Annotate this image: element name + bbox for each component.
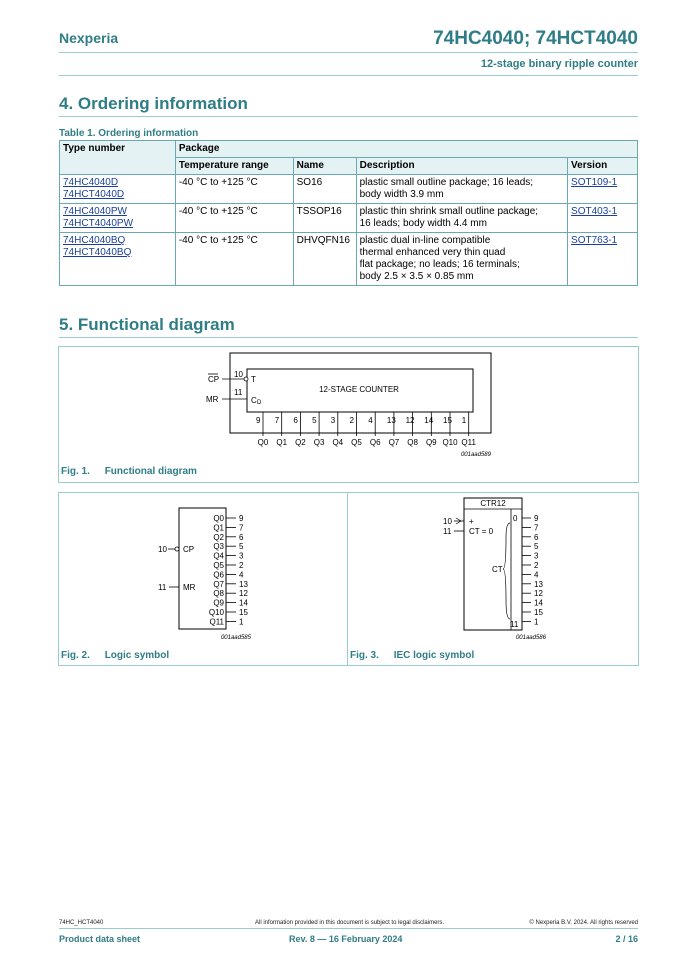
eleven-label: 11 xyxy=(510,620,519,629)
version-link[interactable]: SOT109-1 xyxy=(571,177,618,188)
pin-number: 7 xyxy=(274,416,280,425)
table-row xyxy=(60,233,638,286)
pin-number: 7 xyxy=(239,523,244,533)
table-row xyxy=(60,204,638,233)
pin-number: 6 xyxy=(293,416,298,425)
figure-code: 001aad589 xyxy=(460,452,491,458)
pin-number: 13 xyxy=(534,579,543,589)
cd-label: C xyxy=(251,396,257,405)
pin-number: 4 xyxy=(239,570,244,580)
footer-divider xyxy=(59,928,638,929)
footer-disclaimer: All information provided in this document is subject to legal disclaimers. xyxy=(255,920,445,926)
output-label: Q3 xyxy=(313,438,325,447)
pin-number: 13 xyxy=(239,579,248,589)
pin-number: 2 xyxy=(534,561,539,570)
pin-number: 15 xyxy=(443,416,452,425)
ct0-label: CT = 0 xyxy=(469,527,494,536)
pin-number: 2 xyxy=(349,416,354,425)
plus-label: + xyxy=(469,517,474,526)
pin-number: 9 xyxy=(239,514,244,523)
type-link[interactable]: 74HCT4040PW xyxy=(63,218,134,229)
pin-number: 15 xyxy=(534,608,543,617)
counter-label: 12-STAGE COUNTER xyxy=(319,385,399,394)
temp-cell: -40 °C to +125 °C xyxy=(175,233,293,286)
figure-1-box xyxy=(58,346,639,483)
temp-cell: -40 °C to +125 °C xyxy=(175,204,293,233)
desc-line: plastic thin shrink small outline package; xyxy=(359,206,539,217)
document-subtitle: 12-stage binary ripple counter xyxy=(480,58,638,70)
pin-number: 1 xyxy=(239,617,244,627)
version-link[interactable]: SOT763-1 xyxy=(571,235,618,246)
type-link[interactable]: 74HC4040BQ xyxy=(63,235,126,246)
output-label: Q10 xyxy=(208,608,224,617)
section-ordering-title: 4. Ordering information xyxy=(59,94,248,113)
pin-number: 4 xyxy=(534,570,539,580)
cd-subscript: D xyxy=(257,400,262,406)
functional-diagram xyxy=(59,347,638,482)
pin-number: 14 xyxy=(424,416,434,425)
pin-number: 3 xyxy=(239,551,244,561)
output-label: Q2 xyxy=(295,438,306,447)
figure-title: Logic symbol xyxy=(104,650,170,661)
output-label: Q5 xyxy=(351,438,362,447)
footer-copyright: © Nexperia B.V. 2024. All rights reserved xyxy=(529,920,638,926)
output-label: Q5 xyxy=(213,561,224,570)
cp-pin: 10 xyxy=(234,370,243,379)
figure-3-caption xyxy=(350,650,474,661)
company-name: Nexperia xyxy=(59,30,119,46)
temp-cell: -40 °C to +125 °C xyxy=(175,175,293,204)
pin-number: 5 xyxy=(239,542,244,552)
t-label: T xyxy=(251,375,256,384)
name-cell: SO16 xyxy=(293,175,356,204)
type-link[interactable]: 74HC4040D xyxy=(63,177,119,188)
pin-number: 12 xyxy=(534,589,543,599)
inversion-bubble xyxy=(244,377,248,381)
pin-number: 12 xyxy=(405,416,415,425)
header-divider xyxy=(59,52,638,53)
ct-label: CT xyxy=(492,565,503,574)
section-divider xyxy=(59,337,638,338)
pin-number: 1 xyxy=(534,617,539,627)
pin-number: 14 xyxy=(239,598,248,608)
th-package: Package xyxy=(175,141,637,158)
mr-label: MR xyxy=(206,395,219,404)
output-group xyxy=(209,514,249,626)
pin-number: 12 xyxy=(239,589,248,599)
desc-line: body 2.5 × 3.5 × 0.85 mm xyxy=(359,271,474,282)
footer-doc-id: 74HC_HCT4040 xyxy=(59,920,104,926)
input-pin: 10 xyxy=(443,517,452,526)
inversion-bubble xyxy=(175,547,179,551)
footer-revision: Rev. 8 — 16 February 2024 xyxy=(289,934,403,944)
output-label: Q4 xyxy=(213,551,224,561)
th-type-number: Type number xyxy=(60,141,176,175)
output-label: Q0 xyxy=(213,514,224,523)
cp-label: CP xyxy=(208,375,220,384)
output-label: Q8 xyxy=(213,589,224,599)
pin-number: 4 xyxy=(368,416,373,425)
output-label: Q11 xyxy=(209,617,224,627)
table-caption: Table 1. Ordering information xyxy=(59,128,199,139)
output-group xyxy=(522,514,543,626)
brace-icon xyxy=(503,523,510,619)
th-temperature: Temperature range xyxy=(175,158,293,175)
pin-number: 15 xyxy=(239,608,248,617)
figure-2-box xyxy=(58,492,349,666)
output-label: Q1 xyxy=(276,438,288,447)
logic-symbol xyxy=(59,493,348,665)
output-label: Q7 xyxy=(213,579,224,589)
desc-line: plastic small outline package; 16 leads; xyxy=(359,177,534,188)
figure-title: IEC logic symbol xyxy=(393,650,475,661)
output-label: Q1 xyxy=(213,523,224,533)
pin-number: 1 xyxy=(461,416,467,425)
pin-number: 13 xyxy=(386,416,396,425)
th-version: Version xyxy=(568,158,638,175)
th-description: Description xyxy=(356,158,567,175)
footer-doc-type: Product data sheet xyxy=(59,934,141,944)
ctr-title: CTR12 xyxy=(480,499,506,508)
desc-line: 16 leads; body width 4.4 mm xyxy=(359,218,487,229)
pin-number: 3 xyxy=(534,551,539,561)
output-group xyxy=(256,412,477,447)
type-link[interactable]: 74HCT4040D xyxy=(63,189,125,200)
pin-number: 6 xyxy=(239,532,244,542)
pin-number: 2 xyxy=(239,561,244,570)
desc-line: flat package; no leads; 16 terminals; xyxy=(359,259,520,270)
type-link[interactable]: 74HCT4040BQ xyxy=(63,247,132,258)
input-pin: 11 xyxy=(443,527,452,536)
version-link[interactable]: SOT403-1 xyxy=(571,206,618,217)
th-name: Name xyxy=(293,158,356,175)
mr-pin: 11 xyxy=(158,583,167,592)
desc-line: plastic dual in-line compatible xyxy=(359,235,491,246)
section-functional-title: 5. Functional diagram xyxy=(59,315,235,334)
figure-3-box xyxy=(347,492,639,666)
output-label: Q9 xyxy=(213,598,224,608)
pin-number: 5 xyxy=(534,542,539,552)
name-cell: DHVQFN16 xyxy=(293,233,356,286)
desc-line: body width 3.9 mm xyxy=(359,189,444,200)
pin-number: 3 xyxy=(330,416,336,425)
output-label: Q6 xyxy=(369,438,381,447)
cp-pin: 10 xyxy=(158,545,167,554)
table-row xyxy=(60,175,638,204)
zero-label: 0 xyxy=(513,514,518,523)
cp-label: CP xyxy=(183,545,195,554)
name-cell: TSSOP16 xyxy=(293,204,356,233)
pin-number: 14 xyxy=(534,598,543,608)
pin-number: 9 xyxy=(256,416,261,425)
output-label: Q9 xyxy=(425,438,437,447)
figure-1-caption xyxy=(61,466,197,477)
document-title: 74HC4040; 74HCT4040 xyxy=(433,28,638,49)
output-label: Q3 xyxy=(213,542,224,552)
pin-number: 9 xyxy=(534,514,539,523)
iec-logic-symbol xyxy=(348,493,638,665)
figure-2-caption xyxy=(61,650,169,661)
page-number: 2 / 16 xyxy=(615,934,638,944)
figure-number: Fig. 3. xyxy=(350,650,379,661)
output-label: Q0 xyxy=(257,438,269,447)
figure-code: 001aad585 xyxy=(220,635,251,641)
output-label: Q4 xyxy=(332,438,344,447)
type-link[interactable]: 74HC4040PW xyxy=(63,206,127,217)
pin-number: 6 xyxy=(534,532,539,542)
figure-code: 001aad586 xyxy=(515,635,546,641)
figure-number: Fig. 1. xyxy=(61,466,90,477)
output-label: Q8 xyxy=(407,438,418,447)
mr-label: MR xyxy=(183,583,196,592)
pin-number: 7 xyxy=(534,523,539,533)
figure-number: Fig. 2. xyxy=(61,650,90,661)
figure-title: Functional diagram xyxy=(104,466,197,477)
output-label: Q2 xyxy=(213,532,224,542)
output-label: Q10 xyxy=(442,438,458,447)
output-label: Q7 xyxy=(388,438,400,447)
output-label: Q11 xyxy=(461,438,476,447)
output-label: Q6 xyxy=(213,570,224,580)
ordering-table xyxy=(59,140,638,286)
desc-line: thermal enhanced very thin quad xyxy=(359,247,506,258)
mr-pin: 11 xyxy=(234,388,243,397)
section-divider xyxy=(59,116,638,117)
header-divider-2 xyxy=(59,75,638,76)
pin-number: 5 xyxy=(312,416,317,425)
